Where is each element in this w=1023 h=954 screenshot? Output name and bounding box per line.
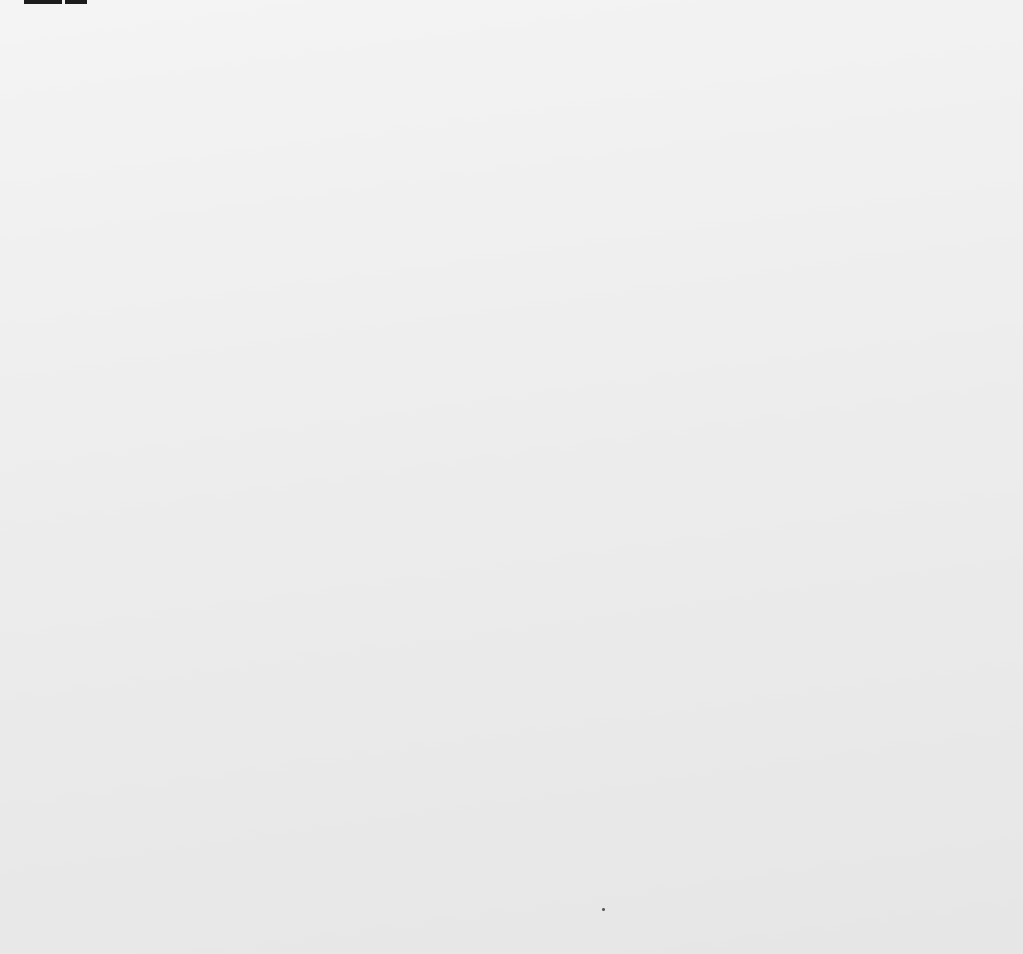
cropped-previous-line: [24, 0, 1004, 6]
speck: [602, 908, 605, 911]
